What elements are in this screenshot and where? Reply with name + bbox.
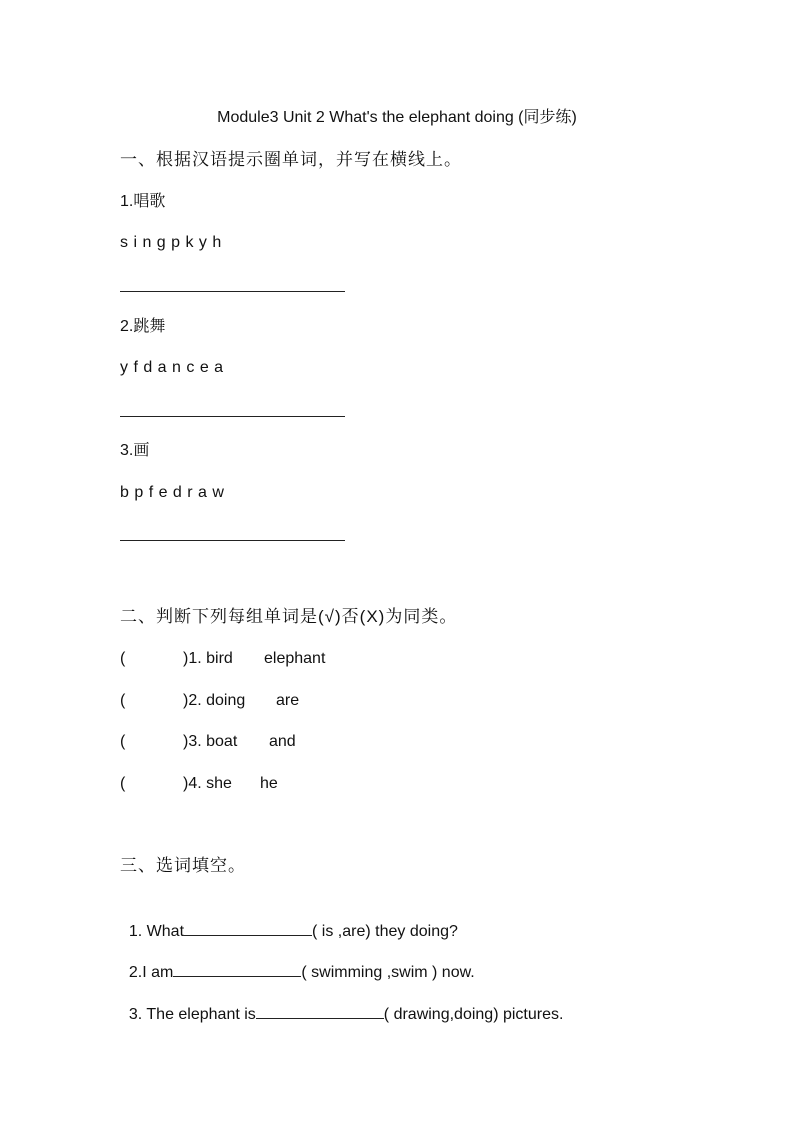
section3-heading: 三、选词填空。 [120, 856, 246, 875]
s3-item3-blank [256, 1002, 384, 1019]
s3-item1-before: 1. What [128, 923, 185, 940]
s1-item3-label: 3.画 [120, 442, 150, 459]
s1-item3-answer-line [120, 540, 345, 541]
s2-item4-word1: )4. she [183, 775, 232, 792]
s3-item2-after: ( swimming ,swim ) now. [301, 964, 475, 981]
s2-item3-open-paren: ( [120, 733, 126, 750]
s2-item2-word2: are [276, 692, 300, 709]
s1-item3-letters: b p f e d r a w [120, 484, 225, 501]
page-title: Module3 Unit 2 What's the elephant doing (同步练) [217, 109, 577, 126]
s2-item4-word2: he [260, 775, 278, 792]
s3-item3-before: 3. The elephant is [128, 1006, 256, 1023]
s2-item1-word1: )1. bird [183, 650, 233, 667]
s3-item3-after: ( drawing,doing) pictures. [383, 1006, 564, 1023]
s1-item2-label: 2.跳舞 [120, 318, 166, 335]
s3-item1-blank [184, 919, 312, 936]
s2-item4-open-paren: ( [120, 775, 126, 792]
s2-item3-word1: )3. boat [183, 733, 238, 750]
s1-item1-answer-line [120, 291, 345, 292]
s2-item1-open-paren: ( [120, 650, 126, 667]
s3-item3 [120, 982, 563, 1025]
s3-item1 [120, 899, 458, 942]
s1-item2-letters: y f d a n c e a [120, 359, 224, 376]
s2-item3-word2: and [269, 733, 296, 750]
s3-item1-after: ( is ,are) they doing? [312, 923, 458, 940]
s2-item2-open-paren: ( [120, 692, 126, 709]
s3-item2-before: 2.I am [128, 964, 174, 981]
s1-item1-letters: s i n g p k y h [120, 234, 222, 251]
s2-item1-word2: elephant [264, 650, 326, 667]
s3-item2-blank [173, 960, 301, 977]
s1-item2-answer-line [120, 416, 345, 417]
s1-item1-label: 1.唱歌 [120, 193, 166, 210]
section2-heading: 二、判断下列每组单词是(√)否(X)为同类。 [120, 607, 458, 626]
s2-item2-word1: )2. doing [183, 692, 246, 709]
section1-heading: 一、根据汉语提示圈单词，并写在横线上。 [120, 150, 462, 169]
s3-item2 [120, 940, 475, 983]
